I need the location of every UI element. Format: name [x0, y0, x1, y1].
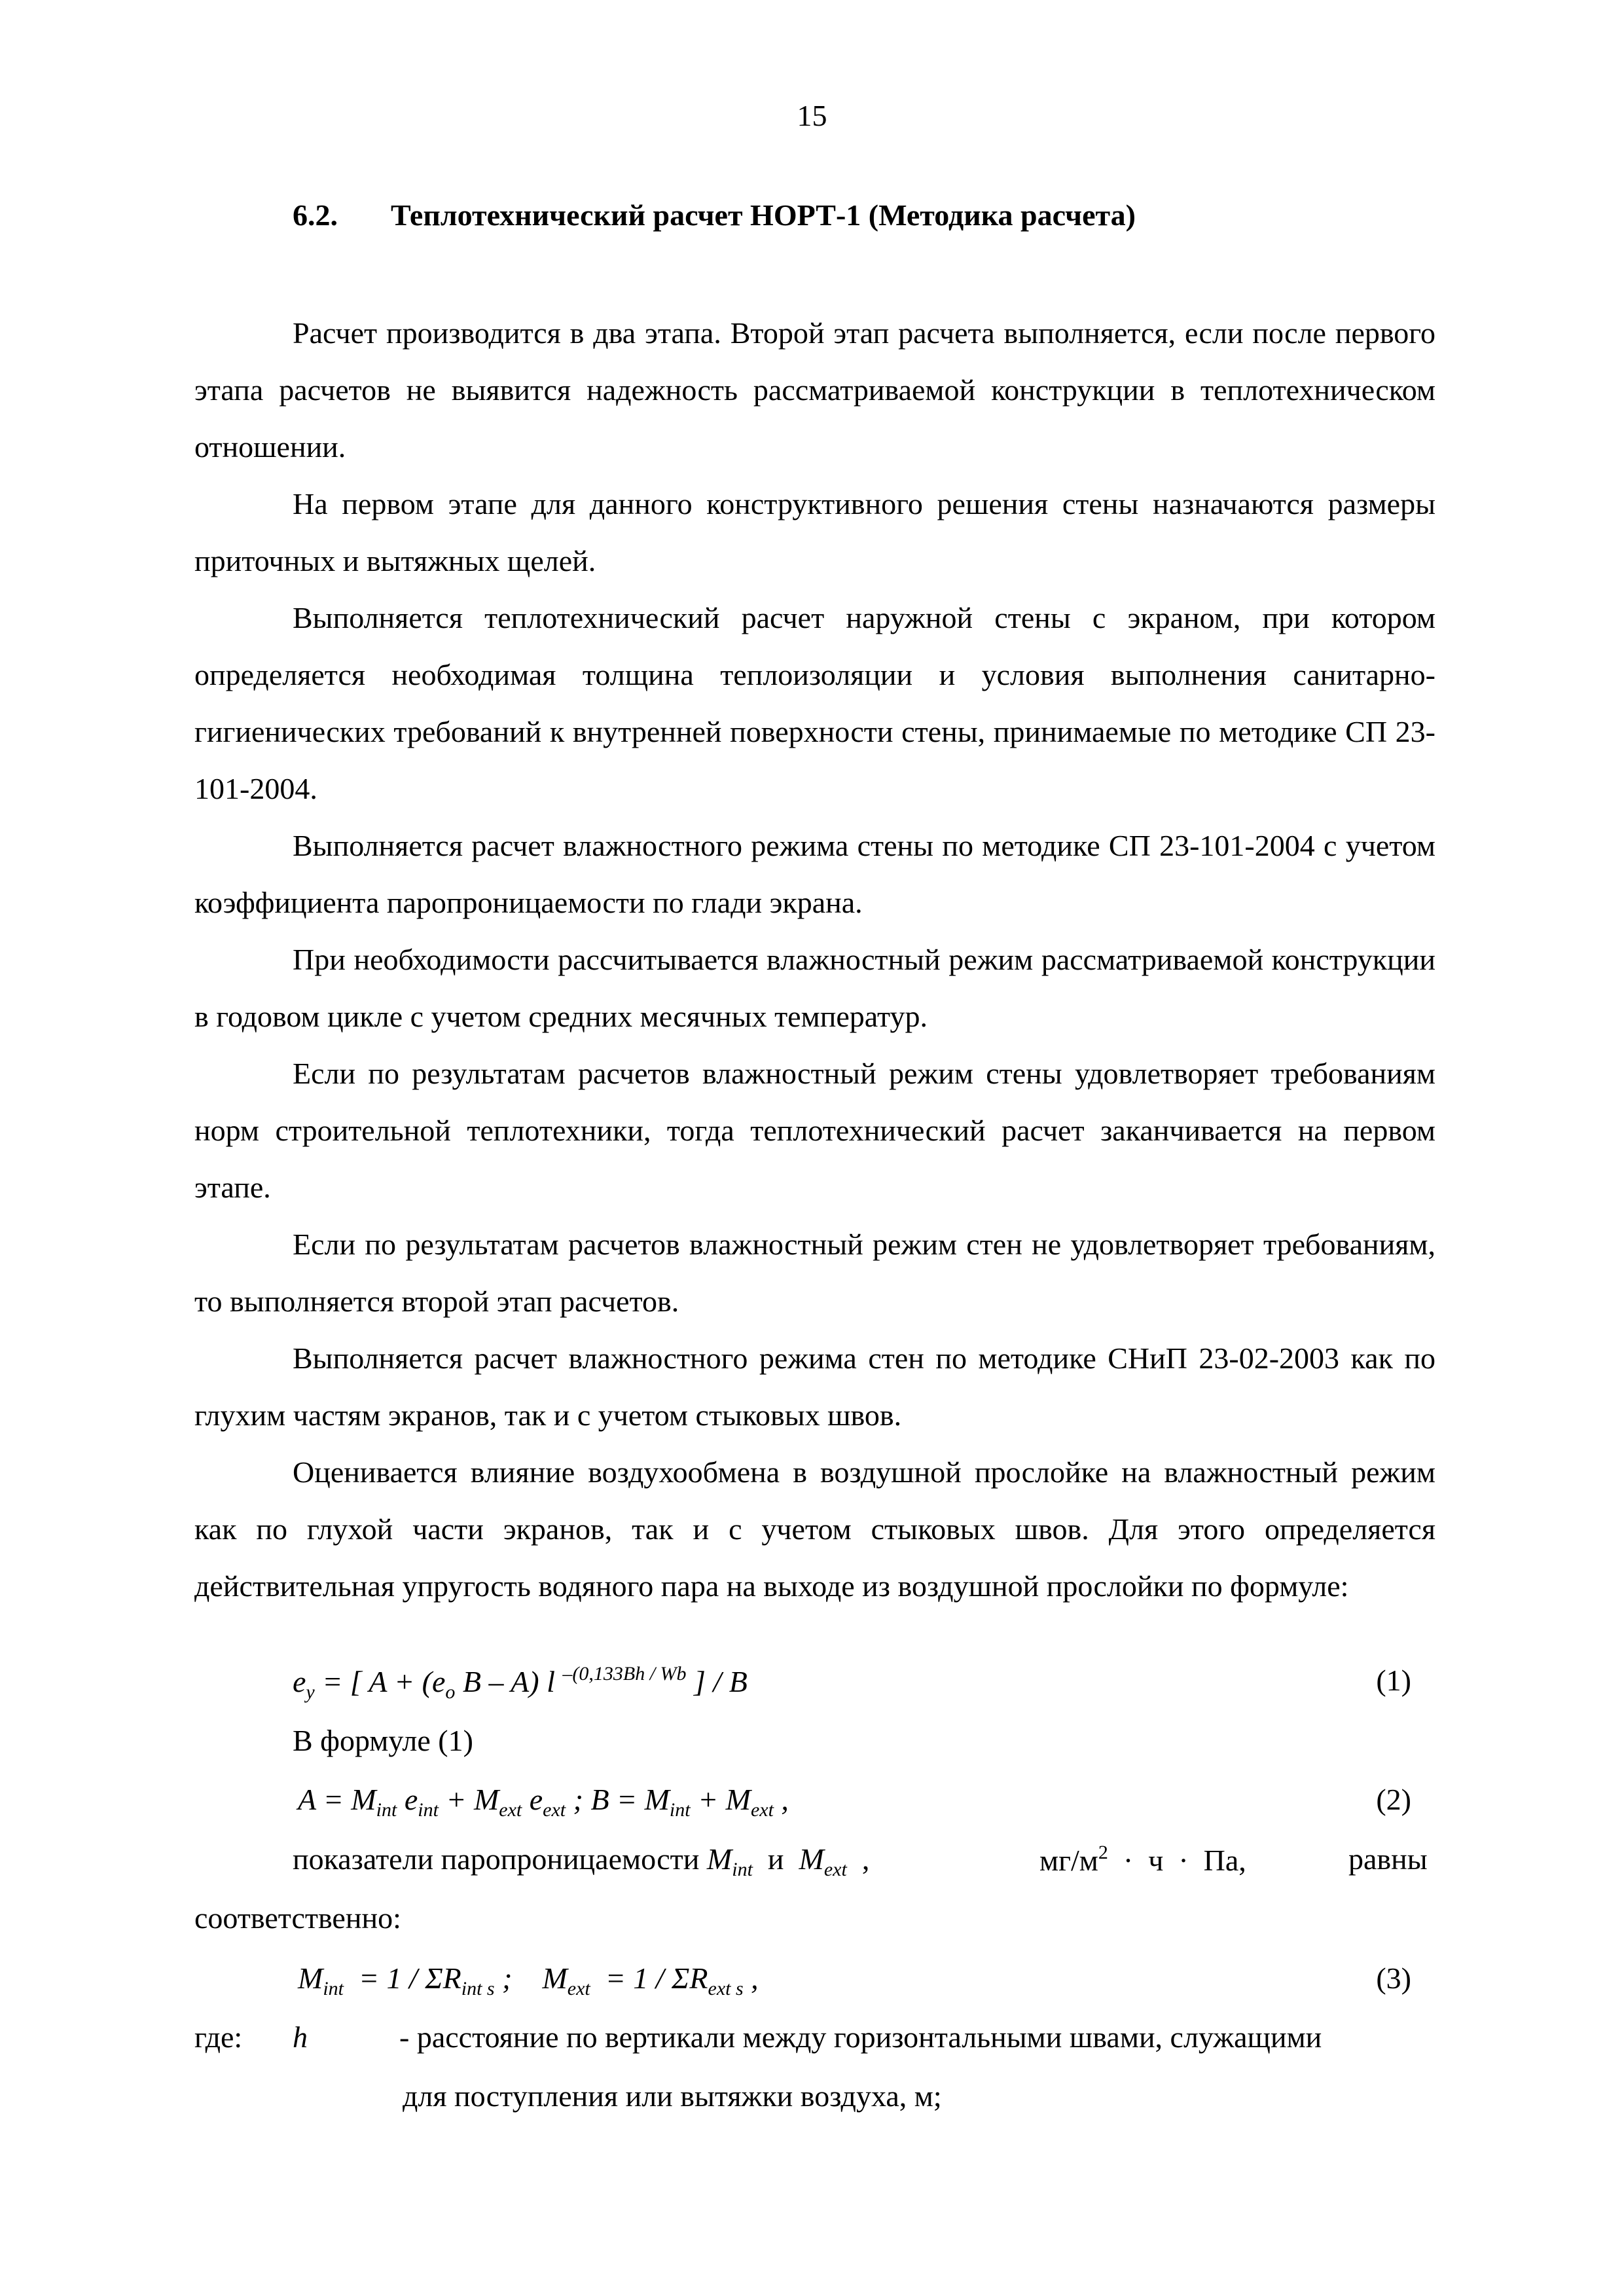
body-text: [194, 304, 1435, 1614]
where-definition-line1: - расстояние по вертикали между горизонтальными швами, служащими: [399, 2020, 1322, 2054]
section-title: Теплотехнический расчет НОРТ-1 (Методика расчета): [391, 198, 1136, 232]
eq3-s1: int: [323, 1978, 344, 1999]
permeability-text: показатели паропроницаемости: [293, 1842, 707, 1876]
eq2-t6: + M: [690, 1783, 751, 1816]
m-int-sub: int: [732, 1859, 753, 1880]
formula-intro: В формуле (1): [293, 1724, 473, 1757]
equation-1-number: (1): [1376, 1664, 1411, 1697]
eq3-t1: M: [298, 1961, 323, 1995]
m-ext-sub: ext: [823, 1859, 847, 1880]
equation-3-number: (3): [1376, 1961, 1411, 1995]
paragraph: Расчет производится в два этапа. Второй этап расчета выполняется, если после первого этапа расчетов не выявится надежность рассматриваемой конструкции в теплотехническом отношении.: [194, 316, 1435, 464]
eq2-t3: + M: [438, 1783, 499, 1816]
eq2-t7: ,: [773, 1783, 789, 1816]
where-label: где:: [194, 2020, 243, 2054]
comma: ,: [846, 1842, 870, 1876]
paragraph: При необходимости рассчитывается влажностный режим рассматриваемой конструкции в годовом цикле с учетом средних месячных температур.: [194, 943, 1435, 1033]
paragraph: Если по результатам расчетов влажностный режим стен не удовлетворяет требованиям, то выполняется второй этап расчетов.: [194, 1228, 1435, 1318]
m-ext: M: [799, 1842, 824, 1876]
eq3-s4: ext s: [708, 1978, 744, 1999]
eq2-t5: ; B = M: [566, 1783, 670, 1816]
eq1-body-c: ] / B: [686, 1665, 748, 1698]
page-number: 15: [797, 99, 827, 132]
where-definition-line2: для поступления или вытяжки воздуха, м;: [403, 2079, 942, 2113]
where-symbol: h: [293, 2020, 308, 2054]
units: [1039, 1842, 1246, 1878]
eq3-t2: = 1 / ΣR: [344, 1961, 461, 1995]
eq1-lhs: e: [293, 1665, 306, 1698]
m-int: M: [706, 1842, 732, 1876]
eq3-t3: ; M: [494, 1961, 568, 1995]
equation-1: [293, 1663, 748, 1704]
eq2-s2: int: [418, 1799, 439, 1821]
eq3-t4: = 1 / ΣR: [590, 1961, 708, 1995]
units-sup: 2: [1098, 1842, 1108, 1863]
paragraph: Оценивается влияние воздухообмена в воздушной прослойке на влажностный режим как по глухой части экранов, так и с учетом стыковых швов. Для этого определяется действительная упругость водяного пара на выходе из воздушной прослойки по формуле:: [194, 1455, 1435, 1603]
section-number: 6.2.: [293, 198, 338, 232]
eq2-s4: ext: [543, 1799, 566, 1821]
eq3-s2: int s: [461, 1978, 495, 1999]
equation-2: [298, 1782, 789, 1821]
eq2-s3: ext: [499, 1799, 522, 1821]
equal-word: равны: [1348, 1842, 1428, 1876]
permeability-line: [293, 1842, 869, 1881]
paragraph: На первом этапе для данного конструктивного решения стены назначаются размеры приточных и вытяжных щелей.: [194, 487, 1435, 577]
eq1-body-b: B – A) l: [455, 1665, 563, 1698]
eq3-t5: ,: [743, 1961, 759, 1995]
units-text: мг/м: [1039, 1844, 1098, 1877]
eq1-lhs-sub: y: [306, 1681, 315, 1703]
eq2-s5: int: [669, 1799, 691, 1821]
paragraph: Если по результатам расчетов влажностный режим стены удовлетворяет требованиям норм строительной теплотехники, тогда теплотехнический расчет заканчивается на первом этапе.: [194, 1057, 1435, 1204]
section-heading: [293, 198, 1136, 232]
units-rest: · ч · Па,: [1108, 1844, 1246, 1877]
eq1-exponent: –(0,133Bh / Wb: [562, 1663, 687, 1685]
equation-2-number: (2): [1376, 1783, 1411, 1816]
eq2-t2: e: [397, 1783, 418, 1816]
and-word: и: [752, 1842, 799, 1876]
eq2-t4: e: [522, 1783, 543, 1816]
paragraph: Выполняется расчет влажностного режима стены по методике СП 23-101-2004 с учетом коэффициента паропроницаемости по глади экрана.: [194, 829, 1435, 919]
paragraph: Выполняется теплотехнический расчет наружной стены с экраном, при котором определяется необходимая толщина теплоизоляции и условия выполнения санитарно-гигиенических требований к внутренней поверхности стены, принимаемые по методике СП 23-101-2004.: [194, 601, 1435, 805]
paragraph: Выполняется расчет влажностного режима стен по методике СНиП 23-02-2003 как по глухим частям экранов, так и с учетом стыковых швов.: [194, 1341, 1435, 1432]
eq1-body-a: = [ A + (e: [314, 1665, 446, 1698]
eq2-s6: ext: [750, 1799, 774, 1821]
eq1-sub-o: o: [445, 1681, 456, 1703]
equation-3: [298, 1961, 759, 2000]
eq2-t1: A = M: [298, 1783, 376, 1816]
continuation-text: соответственно:: [194, 1901, 401, 1935]
eq2-s1: int: [376, 1799, 397, 1821]
eq3-s3: ext: [567, 1978, 590, 1999]
